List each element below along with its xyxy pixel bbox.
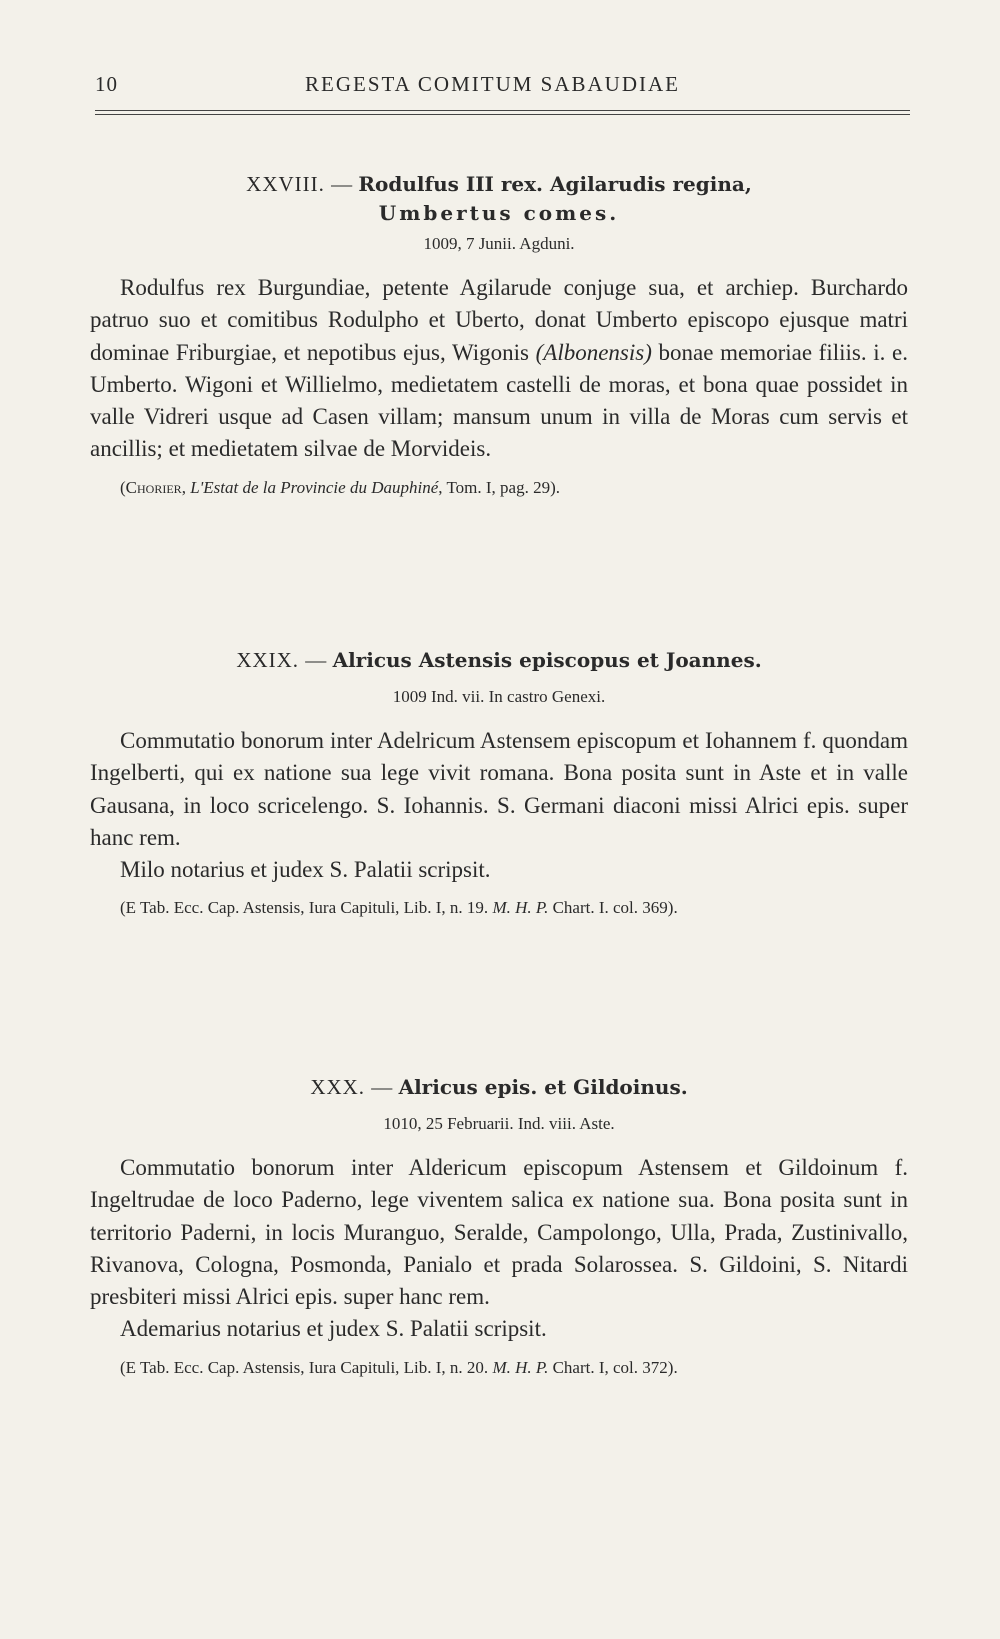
header-rule-bottom xyxy=(95,114,910,115)
source-italic: M. H. P. xyxy=(492,898,549,918)
entry-source xyxy=(90,1356,908,1380)
entry-number: XXVIII. — xyxy=(246,172,354,196)
source-end: Chart. I, col. 372). xyxy=(548,1357,678,1377)
page-number: 10 xyxy=(95,72,118,96)
entry-notary: Ademarius notarius et judex S. Palatii scripsit. xyxy=(120,1316,547,1342)
running-title: REGESTA COMITUM SABAUDIAE xyxy=(305,72,680,96)
entry-text: Commutatio bonorum inter Aldericum episcopum Astensem et Gildoinum f. Ingeltrudae de loco Paderno, lege viventem salica ex natione sua. Bona posita sunt in territorio Paderni, in locis Muranguo, Seralde, Campolongo, Ulla, Prada, Zustinivallo, Rivanova, Cologna, Posmonda, Panialo et prada Solarossea. S. Gildoini, S. Nitardi presbiteri missi Alrici epis. super hanc rem. xyxy=(90,1155,908,1310)
entry-date: 1009, 7 Junii. Agduni. xyxy=(423,234,575,253)
page-header xyxy=(95,72,910,102)
entry-heading-line2 xyxy=(90,201,908,226)
source-title: L'Estat de la Provincie du Dauphiné xyxy=(190,477,439,497)
entry-heading xyxy=(90,648,908,673)
entry-text-italic: (Albonensis) xyxy=(535,339,652,365)
source-text: (E Tab. Ecc. Cap. Astensis, Iura Capituli, Lib. I, n. 19. xyxy=(120,898,493,918)
entry-date: 1009 Ind. vii. In castro Genexi. xyxy=(392,687,606,706)
entry-date: 1010, 25 Februarii. Ind. viii. Aste. xyxy=(383,1114,615,1133)
entry-30 xyxy=(90,1075,908,1380)
entry-source xyxy=(90,896,908,920)
entry-heading xyxy=(90,172,908,197)
entry-parties: Rodulfus III rex. Agilarudis regina, xyxy=(358,172,752,196)
entry-28 xyxy=(90,172,908,500)
entry-29 xyxy=(90,648,908,920)
source-end: Chart. I. col. 369). xyxy=(548,898,678,918)
header-rule-top xyxy=(95,110,910,111)
source-italic: M. H. P. xyxy=(492,1357,549,1377)
source-rest: , Tom. I, pag. 29). xyxy=(438,477,560,497)
entry-parties-continued: Umbertus comes. xyxy=(378,201,620,225)
entry-parties: Alricus Astensis episcopus et Joannes. xyxy=(332,648,762,672)
entry-number: XXIX. — xyxy=(236,648,328,672)
source-author: Chorier xyxy=(125,477,182,497)
entry-source xyxy=(90,476,908,500)
source-sep: , xyxy=(181,477,191,497)
entry-heading xyxy=(90,1075,908,1100)
entry-notary: Milo notarius et judex S. Palatii scripsit. xyxy=(120,857,491,883)
entry-text xyxy=(90,272,908,466)
entry-text: Commutatio bonorum inter Adelricum Astensem episcopum et Iohannem f. quondam Ingelberti, qui ex natione sua lege vivit romana. Bona posita sunt in Aste et in valle Gausana, in loco scricelengo. S. Iohannis. S. Germani diaconi missi Alrici epis. super hanc rem. xyxy=(90,728,908,850)
source-text: (E Tab. Ecc. Cap. Astensis, Iura Capituli, Lib. I, n. 20. xyxy=(120,1357,493,1377)
entry-number: XXX. — xyxy=(310,1075,394,1099)
source-open: ( xyxy=(120,477,126,497)
entry-parties: Alricus epis. et Gildoinus. xyxy=(398,1075,688,1099)
entry-text-part: Rodulfus rex Burgundiae, petente Agilarude conjuge sua, et archiep. Burchardo patruo suo et comitibus Rodulpho et Uberto, donat Umberto episcopo ejusque matri dominae Friburgiae, et nepotibus ejus, Wigonis xyxy=(90,275,908,365)
entry-text-part: bonae memoriae filiis. i. e. Umberto. Wigoni et Willielmo, medietatem castelli de moras, et bona quae possidet in valle Vidreri usque ad Casen villam; mansum unum in villa de Moras cum servis et ancillis; et medietatem silvae de Morvideis. xyxy=(90,339,908,462)
